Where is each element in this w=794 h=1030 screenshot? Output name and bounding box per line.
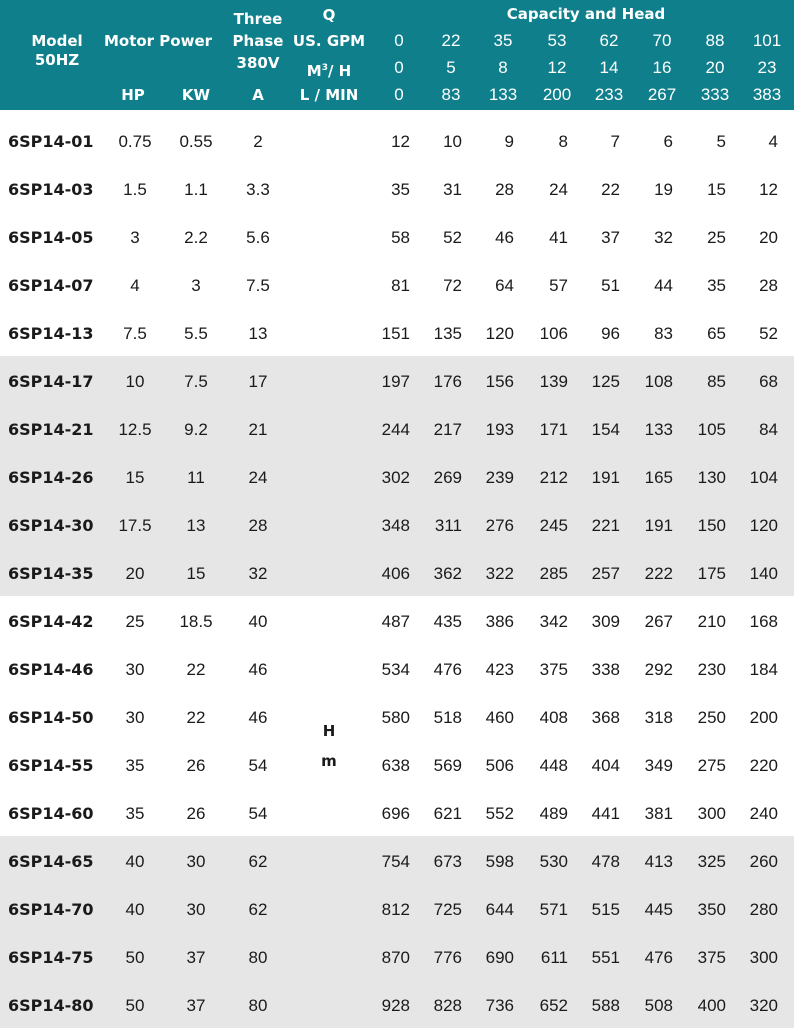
amp-cell: 62 <box>248 852 268 871</box>
table-row <box>0 790 794 838</box>
head-cell: 300 <box>749 948 778 967</box>
head-cell: 105 <box>697 420 726 439</box>
head-cell: 406 <box>381 564 410 583</box>
head-cell: 362 <box>433 564 462 583</box>
head-cell: 413 <box>644 852 673 871</box>
head-cell: 230 <box>697 660 726 679</box>
head-cell: 478 <box>591 852 620 871</box>
head-cell: 221 <box>591 516 620 535</box>
amp-cell: 3.3 <box>246 180 270 199</box>
head-cell: 151 <box>381 324 410 343</box>
amp-cell: 24 <box>248 468 268 487</box>
hp-cell: 4 <box>130 276 140 295</box>
head-cell: 7 <box>610 132 620 151</box>
amp-cell: 40 <box>248 612 268 631</box>
header-flow-value: 133 <box>488 85 518 104</box>
head-cell: 133 <box>644 420 673 439</box>
kw-cell: 37 <box>186 948 206 967</box>
table-row <box>0 694 794 742</box>
head-cell: 171 <box>539 420 568 439</box>
header-q: Q <box>322 6 336 24</box>
head-cell: 72 <box>443 276 462 295</box>
head-cell: 65 <box>707 324 726 343</box>
hp-cell: 35 <box>125 756 145 775</box>
head-cell: 342 <box>539 612 568 631</box>
head-cell: 302 <box>381 468 410 487</box>
header-flow-value: 70 <box>652 31 672 50</box>
header-amp: A <box>252 86 264 104</box>
head-cell: 311 <box>434 516 462 535</box>
head-cell: 28 <box>759 276 778 295</box>
kw-cell: 30 <box>186 900 206 919</box>
table-row <box>0 838 794 886</box>
head-cell: 508 <box>644 996 673 1015</box>
head-cell: 309 <box>591 612 620 631</box>
head-cell: 57 <box>549 276 568 295</box>
head-cell: 197 <box>381 372 410 391</box>
head-cell: 31 <box>443 180 462 199</box>
amp-cell: 46 <box>248 708 268 727</box>
head-cell: 460 <box>485 708 514 727</box>
head-cell: 83 <box>654 324 673 343</box>
kw-cell: 11 <box>187 468 205 487</box>
table-row <box>0 742 794 790</box>
head-cell: 571 <box>539 900 568 919</box>
head-cell: 84 <box>759 420 778 439</box>
header-frequency: 50HZ <box>34 51 80 69</box>
head-cell: 338 <box>591 660 620 679</box>
kw-cell: 5.5 <box>184 324 208 343</box>
head-cell: 280 <box>749 900 778 919</box>
kw-cell: 15 <box>186 564 206 583</box>
kw-cell: 26 <box>186 756 206 775</box>
head-unit-m: m <box>321 752 337 770</box>
head-cell: 588 <box>591 996 620 1015</box>
amp-cell: 7.5 <box>246 276 270 295</box>
table-row <box>0 550 794 598</box>
head-cell: 696 <box>381 804 410 823</box>
kw-cell: 22 <box>186 708 206 727</box>
head-cell: 375 <box>539 660 568 679</box>
head-cell: 220 <box>749 756 778 775</box>
head-cell: 68 <box>759 372 778 391</box>
head-cell: 257 <box>591 564 620 583</box>
head-cell: 15 <box>707 180 726 199</box>
header-kw: KW <box>181 86 211 104</box>
head-cell: 652 <box>539 996 568 1015</box>
kw-cell: 18.5 <box>179 612 213 631</box>
model-cell: 6SP14-55 <box>8 756 94 775</box>
head-cell: 518 <box>433 708 462 727</box>
hp-cell: 25 <box>125 612 145 631</box>
head-cell: 754 <box>381 852 410 871</box>
kw-cell: 3 <box>191 276 201 295</box>
table-row <box>0 934 794 982</box>
head-cell: 673 <box>433 852 462 871</box>
head-cell: 285 <box>539 564 568 583</box>
head-cell: 325 <box>697 852 726 871</box>
head-cell: 552 <box>485 804 514 823</box>
head-cell: 125 <box>591 372 620 391</box>
head-cell: 32 <box>654 228 673 247</box>
head-cell: 435 <box>433 612 462 631</box>
header-flow-value: 5 <box>446 58 456 77</box>
model-cell: 6SP14-30 <box>8 516 94 535</box>
head-cell: 828 <box>433 996 462 1015</box>
head-cell: 210 <box>697 612 726 631</box>
header-model: Model <box>31 32 83 50</box>
head-cell: 320 <box>749 996 778 1015</box>
head-cell: 638 <box>381 756 410 775</box>
header-flow-value: 0 <box>394 31 404 50</box>
model-cell: 6SP14-50 <box>8 708 94 727</box>
head-cell: 375 <box>697 948 726 967</box>
head-cell: 5 <box>716 132 726 151</box>
head-cell: 156 <box>485 372 514 391</box>
amp-cell: 54 <box>248 756 268 775</box>
amp-cell: 28 <box>248 516 268 535</box>
header-flow-value: 53 <box>547 31 567 50</box>
table-header <box>0 0 794 110</box>
header-voltage: 380V <box>236 54 280 72</box>
header-flow-value: 383 <box>752 85 782 104</box>
header-flow-value: 23 <box>757 58 777 77</box>
table-row <box>0 406 794 454</box>
head-cell: 318 <box>644 708 673 727</box>
model-cell: 6SP14-07 <box>8 276 94 295</box>
head-cell: 106 <box>539 324 568 343</box>
head-cell: 140 <box>749 564 778 583</box>
head-cell: 191 <box>591 468 620 487</box>
amp-cell: 17 <box>248 372 268 391</box>
head-cell: 580 <box>381 708 410 727</box>
head-cell: 725 <box>433 900 462 919</box>
head-cell: 611 <box>540 948 568 967</box>
header-hp: HP <box>121 86 145 104</box>
head-cell: 404 <box>591 756 620 775</box>
head-cell: 534 <box>381 660 410 679</box>
amp-cell: 46 <box>248 660 268 679</box>
amp-cell: 80 <box>248 948 268 967</box>
head-cell: 41 <box>549 228 568 247</box>
header-flow-value: 16 <box>652 58 672 77</box>
head-cell: 191 <box>644 516 673 535</box>
head-cell: 200 <box>749 708 778 727</box>
head-cell: 4 <box>768 132 778 151</box>
hp-cell: 3 <box>130 228 140 247</box>
header-flow-value: 22 <box>441 31 461 50</box>
head-cell: 58 <box>391 228 410 247</box>
head-cell: 212 <box>539 468 568 487</box>
head-cell: 644 <box>485 900 514 919</box>
head-cell: 35 <box>707 276 726 295</box>
header-m3h: $M^3/$ H <box>306 62 352 80</box>
head-cell: 168 <box>749 612 778 631</box>
header-capacity-head: Capacity and Head <box>506 5 666 23</box>
head-cell: 12 <box>759 180 778 199</box>
header-three: Three <box>233 10 283 28</box>
head-cell: 476 <box>644 948 673 967</box>
hp-cell: 50 <box>125 948 145 967</box>
head-cell: 9 <box>504 132 514 151</box>
amp-cell: 13 <box>248 324 268 343</box>
hp-cell: 50 <box>125 996 145 1015</box>
amp-cell: 32 <box>248 564 268 583</box>
model-cell: 6SP14-46 <box>8 660 94 679</box>
header-flow-value: 20 <box>705 58 725 77</box>
hp-cell: 10 <box>125 372 145 391</box>
head-cell: 776 <box>433 948 462 967</box>
model-cell: 6SP14-42 <box>8 612 94 631</box>
head-cell: 350 <box>697 900 726 919</box>
head-cell: 349 <box>644 756 673 775</box>
head-cell: 275 <box>697 756 726 775</box>
head-cell: 51 <box>601 276 620 295</box>
head-cell: 260 <box>749 852 778 871</box>
head-cell: 10 <box>443 132 462 151</box>
head-cell: 85 <box>707 372 726 391</box>
kw-cell: 0.55 <box>179 132 213 151</box>
head-cell: 20 <box>759 228 778 247</box>
head-cell: 25 <box>707 228 726 247</box>
amp-cell: 62 <box>248 900 268 919</box>
head-cell: 322 <box>485 564 514 583</box>
head-cell: 267 <box>644 612 673 631</box>
header-phase: Phase <box>232 32 284 50</box>
head-cell: 408 <box>539 708 568 727</box>
kw-cell: 13 <box>186 516 206 535</box>
header-motor-power: Motor Power <box>103 32 213 50</box>
head-cell: 139 <box>539 372 568 391</box>
head-cell: 150 <box>697 516 726 535</box>
kw-cell: 26 <box>186 804 206 823</box>
hp-cell: 30 <box>125 708 145 727</box>
head-cell: 64 <box>495 276 514 295</box>
header-flow-value: 62 <box>599 31 619 50</box>
table-row <box>0 598 794 646</box>
head-cell: 928 <box>381 996 410 1015</box>
head-cell: 300 <box>697 804 726 823</box>
head-cell: 441 <box>591 804 620 823</box>
head-cell: 24 <box>549 180 568 199</box>
model-cell: 6SP14-60 <box>8 804 94 823</box>
head-cell: 240 <box>749 804 778 823</box>
header-flow-value: 0 <box>394 85 404 104</box>
header-gpm: US. GPM <box>292 32 366 50</box>
head-cell: 12 <box>391 132 410 151</box>
header-flow-value: 88 <box>705 31 725 50</box>
head-cell: 184 <box>749 660 778 679</box>
head-cell: 165 <box>644 468 673 487</box>
model-cell: 6SP14-75 <box>8 948 94 967</box>
head-cell: 52 <box>759 324 778 343</box>
amp-cell: 2 <box>253 132 263 151</box>
table-row <box>0 886 794 934</box>
head-cell: 104 <box>749 468 778 487</box>
hp-cell: 20 <box>125 564 145 583</box>
head-cell: 222 <box>644 564 673 583</box>
header-flow-value: 233 <box>594 85 624 104</box>
kw-cell: 30 <box>186 852 206 871</box>
head-cell: 81 <box>391 276 410 295</box>
head-cell: 28 <box>495 180 514 199</box>
head-cell: 217 <box>433 420 462 439</box>
head-cell: 135 <box>433 324 462 343</box>
table-row <box>0 310 794 358</box>
head-cell: 108 <box>644 372 673 391</box>
head-cell: 120 <box>485 324 514 343</box>
head-cell: 812 <box>381 900 410 919</box>
head-cell: 621 <box>433 804 462 823</box>
head-unit-h: H <box>322 722 336 740</box>
table-row <box>0 262 794 310</box>
head-cell: 445 <box>644 900 673 919</box>
header-flow-value: 267 <box>647 85 677 104</box>
head-cell: 506 <box>485 756 514 775</box>
header-flow-value: 333 <box>700 85 730 104</box>
head-cell: 130 <box>697 468 726 487</box>
header-flow-value: 200 <box>542 85 572 104</box>
kw-cell: 1.1 <box>184 180 208 199</box>
head-cell: 44 <box>654 276 673 295</box>
head-cell: 6 <box>663 132 673 151</box>
head-cell: 120 <box>749 516 778 535</box>
kw-cell: 22 <box>186 660 206 679</box>
head-cell: 35 <box>391 180 410 199</box>
head-cell: 386 <box>485 612 514 631</box>
head-cell: 515 <box>591 900 620 919</box>
header-flow-value: 0 <box>394 58 404 77</box>
head-cell: 348 <box>381 516 410 535</box>
table-row <box>0 166 794 214</box>
model-cell: 6SP14-70 <box>8 900 94 919</box>
head-cell: 487 <box>381 612 410 631</box>
model-cell: 6SP14-05 <box>8 228 94 247</box>
hp-cell: 0.75 <box>118 132 152 151</box>
amp-cell: 21 <box>248 420 268 439</box>
head-cell: 423 <box>485 660 514 679</box>
head-cell: 175 <box>697 564 726 583</box>
head-cell: 276 <box>485 516 514 535</box>
head-cell: 476 <box>433 660 462 679</box>
head-cell: 8 <box>558 132 568 151</box>
head-cell: 598 <box>485 852 514 871</box>
model-cell: 6SP14-26 <box>8 468 94 487</box>
hp-cell: 15 <box>125 468 145 487</box>
head-cell: 530 <box>539 852 568 871</box>
head-cell: 292 <box>644 660 673 679</box>
model-cell: 6SP14-03 <box>8 180 94 199</box>
model-cell: 6SP14-35 <box>8 564 94 583</box>
table-row <box>0 982 794 1030</box>
hp-cell: 7.5 <box>123 324 147 343</box>
table-row <box>0 118 794 166</box>
head-cell: 46 <box>495 228 514 247</box>
model-cell: 6SP14-17 <box>8 372 94 391</box>
header-flow-value: 101 <box>752 31 782 50</box>
head-cell: 736 <box>485 996 514 1015</box>
header-flow-value: 8 <box>498 58 508 77</box>
head-cell: 250 <box>697 708 726 727</box>
head-cell: 569 <box>433 756 462 775</box>
kw-cell: 7.5 <box>184 372 208 391</box>
head-cell: 489 <box>539 804 568 823</box>
model-cell: 6SP14-21 <box>8 420 94 439</box>
head-cell: 96 <box>601 324 620 343</box>
table-row <box>0 646 794 694</box>
head-cell: 448 <box>539 756 568 775</box>
kw-cell: 37 <box>186 996 206 1015</box>
head-cell: 176 <box>433 372 462 391</box>
amp-cell: 5.6 <box>246 228 270 247</box>
header-flow-value: 35 <box>493 31 513 50</box>
head-cell: 381 <box>644 804 673 823</box>
table-row <box>0 358 794 406</box>
head-cell: 244 <box>381 420 410 439</box>
head-cell: 551 <box>591 948 620 967</box>
hp-cell: 30 <box>125 660 145 679</box>
hp-cell: 17.5 <box>118 516 152 535</box>
head-cell: 870 <box>381 948 410 967</box>
head-cell: 245 <box>539 516 568 535</box>
head-cell: 239 <box>485 468 514 487</box>
head-cell: 193 <box>485 420 514 439</box>
header-flow-value: 14 <box>599 58 619 77</box>
hp-cell: 40 <box>125 900 145 919</box>
model-cell: 6SP14-65 <box>8 852 94 871</box>
head-cell: 690 <box>485 948 514 967</box>
model-cell: 6SP14-01 <box>8 132 94 151</box>
table-row <box>0 454 794 502</box>
kw-cell: 9.2 <box>184 420 208 439</box>
model-cell: 6SP14-13 <box>8 324 94 343</box>
kw-cell: 2.2 <box>184 228 208 247</box>
header-flow-value: 12 <box>547 58 567 77</box>
head-cell: 37 <box>601 228 620 247</box>
head-cell: 368 <box>591 708 620 727</box>
head-cell: 400 <box>697 996 726 1015</box>
head-cell: 269 <box>433 468 462 487</box>
head-cell: 154 <box>591 420 620 439</box>
header-flow-value: 83 <box>441 85 461 104</box>
model-cell: 6SP14-80 <box>8 996 94 1015</box>
head-cell: 52 <box>443 228 462 247</box>
head-cell: 19 <box>654 180 673 199</box>
hp-cell: 1.5 <box>123 180 147 199</box>
hp-cell: 12.5 <box>118 420 152 439</box>
header-lmin: L / MIN <box>299 86 359 104</box>
table-row <box>0 502 794 550</box>
amp-cell: 54 <box>248 804 268 823</box>
table-row <box>0 214 794 262</box>
hp-cell: 40 <box>125 852 145 871</box>
head-cell: 22 <box>601 180 620 199</box>
amp-cell: 80 <box>248 996 268 1015</box>
hp-cell: 35 <box>125 804 145 823</box>
